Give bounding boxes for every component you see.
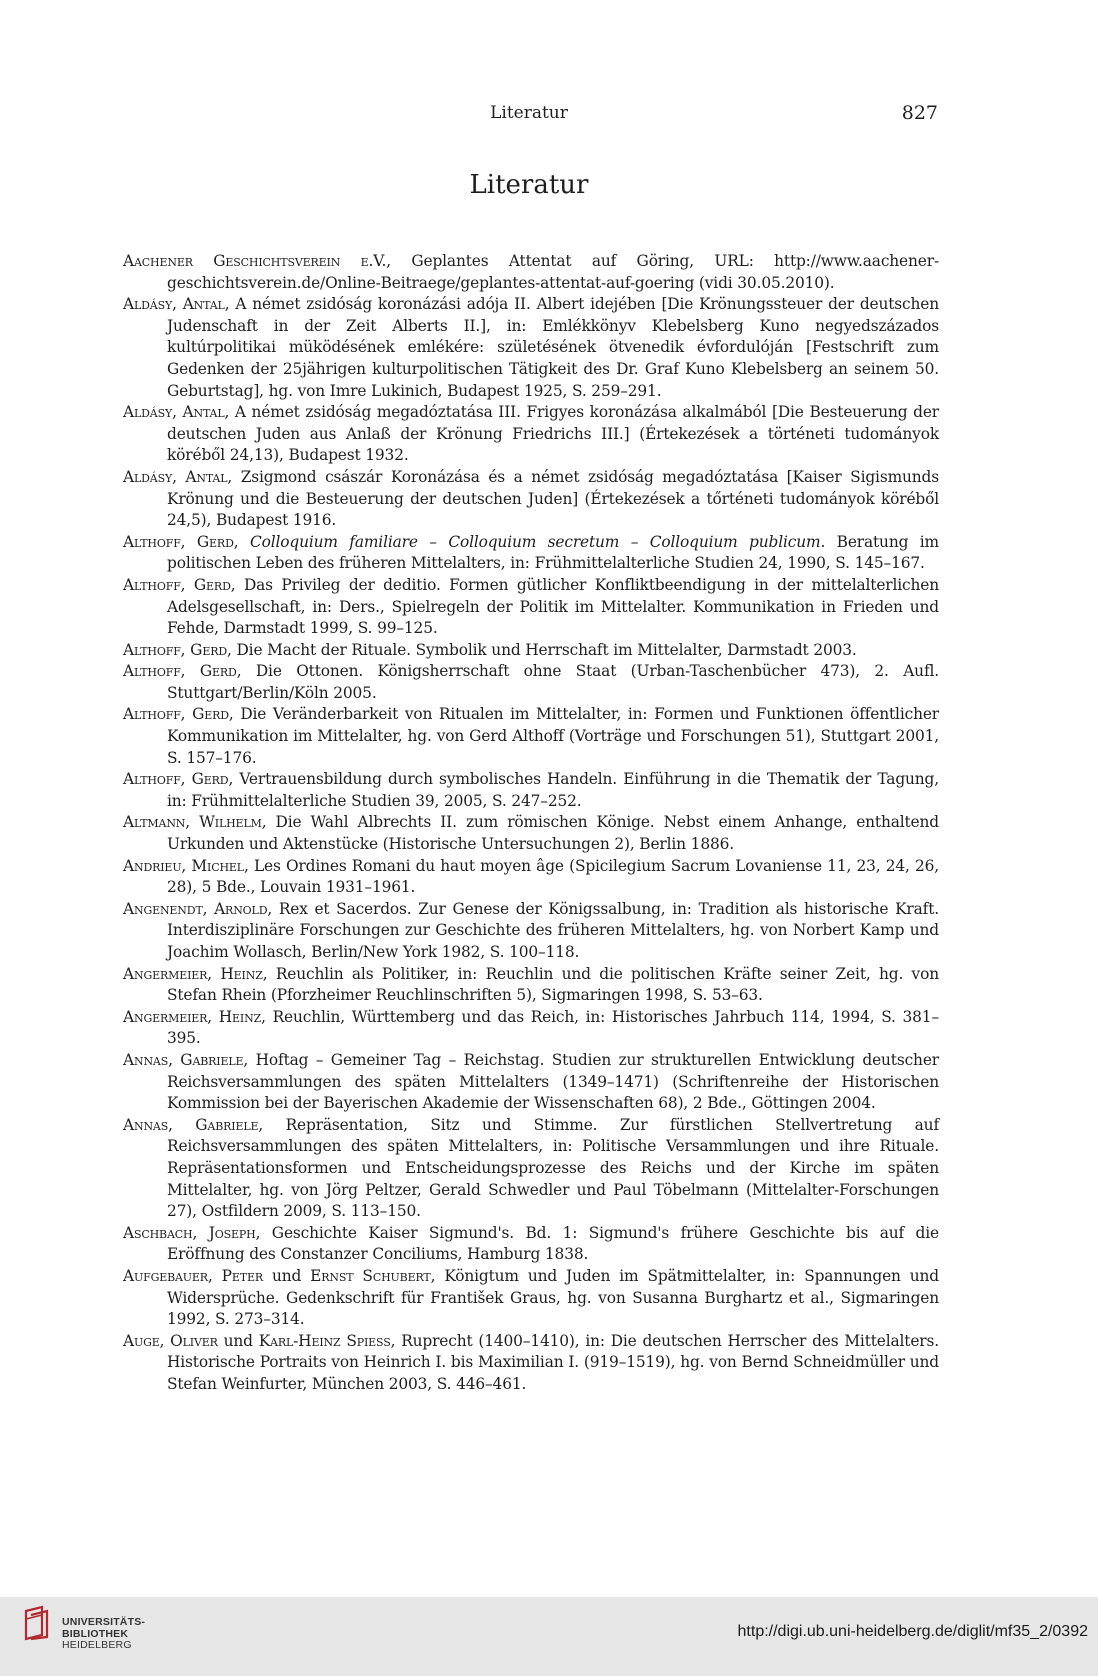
entry-author: Althoff, Gerd xyxy=(123,770,229,789)
running-title: Literatur xyxy=(490,103,568,123)
entry-author: Aldásy, Antal xyxy=(123,295,225,314)
entry-text: , Reuchlin als Politiker, in: Reuchlin und die politischen Kräfte seiner Zeit, hg. von Stefan Rhein (Pforzheimer Reuchlinschriften 5), Sigmaringen 1998, S. 53–63. xyxy=(167,964,939,1005)
entry-text: , Hoftag – Gemeiner Tag – Reichstag. Studien zur strukturellen Entwicklung deutscher Reichsversammlungen des späten Mittelalters (1349–1471) (Schriftenreihe der Historischen Kommission bei der Bayerischen Akademie der Wissenschaften 68), 2 Bde., Göttingen 2004. xyxy=(167,1050,939,1113)
entry-text: , Les Ordines Romani du haut moyen âge (Spicilegium Sacrum Lovaniense 11, 23, 24, 26, 28), 5 Bde., Louvain 1931–1961. xyxy=(167,856,939,897)
entry-author: Aldásy, Antal xyxy=(123,467,228,486)
entry-text: , Reuchlin, Württemberg und das Reich, in: Historisches Jahrbuch 114, 1994, S. 381–395. xyxy=(167,1007,939,1048)
entry-text: , Die Ottonen. Königsherrschaft ohne Staat (Urban-Taschenbücher 473), 2. Aufl. Stuttgart/Berlin/Köln 2005. xyxy=(167,662,939,702)
entry-text: , Die Veränderbarkeit von Ritualen im Mittelalter, in: Formen und Funktionen öffentlicher Kommunikation im Mittelalter, hg. von Gerd Althoff (Vorträge und Forschungen 51), Stuttgart 2001, S. 157–176. xyxy=(167,705,940,767)
bibliography-entry xyxy=(123,1050,939,1115)
entry-text: , Vertrauensbildung durch symbolisches Handeln. Einführung in die Thematik der Tagung, in: Frühmittelalterliche Studien 39, 2005, S. 247–252. xyxy=(167,770,940,810)
entry-text: , A német zsidóság koronázási adója II. Albert idejében [Die Krönungssteuer der deutschen Judenschaft in der Zeit Alberts II.], in: Emlékkönyv Klebelsberg Kuno negyedszázados kultúrpolitikai müködésének emlékére: születésének ötvenedik évfordulóján [Festschrift zum Gedenken der 25jährigen kulturpolitischen Tätigkeit des Dr. Graf Kuno Klebelsberg an seinem 50. Geburtstag], hg. von Imre Lukinich, Budapest 1925, S. 259–291. xyxy=(167,295,940,400)
bibliography-entry xyxy=(123,812,939,855)
bibliography-entry xyxy=(123,1331,939,1396)
bibliography-entry xyxy=(123,856,939,899)
entry-text-before: , xyxy=(233,532,250,551)
entry-author: Althoff, Gerd xyxy=(123,532,234,551)
entry-author: Andrieu, Michel xyxy=(123,856,244,875)
entry-conjunction: und xyxy=(262,1266,311,1285)
bibliography-entry xyxy=(123,1266,939,1331)
entry-text: , Repräsentation, Sitz und Stimme. Zur fürstlichen Stellvertretung auf Reichsversammlungen des späten Mittelalters, in: Politische Versammlungen und ihre Rituale. Repräsentationsformen und Entscheidungsprozesse des Reichs und der Kirche im späten Mittelalter, hg. von Jörg Peltzer, Gerald Schwedler und Paul Töbelmann (Mittelalter-Forschungen 27), Ostfildern 2009, S. 113–150. xyxy=(167,1115,939,1221)
bibliography-entry xyxy=(123,661,939,704)
source-url-link[interactable]: http://digi.ub.uni-heidelberg.de/diglit/mf35_2/0392 xyxy=(737,1623,1088,1640)
entry-author: Angenendt, Arnold xyxy=(123,899,268,918)
bibliography-entry xyxy=(123,251,939,294)
bibliography-entry xyxy=(123,964,939,1007)
bibliography-entry xyxy=(123,640,939,662)
entry-author: Annas, Gabriele xyxy=(123,1050,244,1069)
entry-text: , Geplantes Attentat auf Göring, URL: http://www.aachener-geschichtsverein.de/Online-Beitraege/geplantes-attentat-auf-goering (vidi 30.05.2010). xyxy=(167,252,939,292)
entry-author: Altmann, Wilhelm xyxy=(123,813,262,832)
footer-bar xyxy=(0,1597,1098,1676)
entry-author: Althoff, Gerd xyxy=(123,575,231,594)
bibliography-entry xyxy=(123,294,939,402)
entry-author: Aachener Geschichtsverein e.V. xyxy=(123,252,387,270)
bibliography-entry xyxy=(123,575,939,640)
library-logo-icon xyxy=(22,1605,52,1641)
entry-italic-title: Colloquium familiare – Colloquium secretum – Colloquium publicum xyxy=(249,532,821,551)
entry-text: . Beratung im politischen Leben des früheren Mittelalters, in: Frühmittelalterliche Studien 24, 1990, S. 145–167. xyxy=(167,532,939,573)
entry-author: Auge, Oliver xyxy=(123,1331,218,1350)
page-title: Literatur xyxy=(469,170,589,200)
bibliography-entry xyxy=(123,532,939,575)
library-name-line: HEIDELBERG xyxy=(62,1639,132,1651)
entry-author: Angermeier, Heinz xyxy=(123,1007,262,1026)
entry-author: Annas, Gabriele xyxy=(123,1115,259,1134)
bibliography-entry xyxy=(123,1223,939,1266)
entry-author: Aufgebauer, Peter xyxy=(123,1266,263,1285)
entry-text: , A német zsidóság megadóztatása III. Frigyes koronázása alkalmából [Die Besteuerung der deutschen Juden aus Anlaß der Krönung Friedrichs III.] (Értekezések a történeti tudományok köréből 24,13), Budapest 1932. xyxy=(167,403,940,465)
bibliography-list xyxy=(123,251,939,1395)
entry-author: Althoff, Gerd xyxy=(123,662,237,681)
running-head xyxy=(0,101,1098,131)
entry-text: , Die Macht der Rituale. Symbolik und Herrschaft im Mittelalter, Darmstadt 2003. xyxy=(227,640,857,659)
entry-text: , Ruprecht (1400–1410), in: Die deutschen Herrscher des Mittelalters. Historische Portraits von Heinrich I. bis Maximilian I. (919–1519), hg. von Bernd Schneidmüller und Stefan Weinfurter, München 2003, S. 446–461. xyxy=(167,1331,939,1393)
entry-text: , Geschichte Kaiser Sigmund's. Bd. 1: Sigmund's frühere Geschichte bis auf die Eröffnung des Constanzer Conciliums, Hamburg 1838. xyxy=(167,1223,939,1264)
bibliography-entry xyxy=(123,769,939,812)
library-name xyxy=(62,1617,145,1652)
entry-author: Althoff, Gerd xyxy=(123,640,227,659)
entry-text: , Rex et Sacerdos. Zur Genese der Königssalbung, in: Tradition als historische Kraft. Interdisziplinäre Forschungen zur Geschichte des früheren Mittelalters, hg. von Norbert Kamp und Joachim Wollasch, Berlin/New York 1982, S. 100–118. xyxy=(167,899,939,961)
page-number: 827 xyxy=(901,102,938,124)
library-name-line: BIBLIOTHEK xyxy=(62,1627,129,1640)
bibliography-entry xyxy=(123,467,939,532)
entry-author: Aschbach, Joseph xyxy=(123,1223,256,1242)
bibliography-entry xyxy=(123,402,939,467)
bibliography-entry xyxy=(123,1115,939,1223)
bibliography-entry xyxy=(123,704,939,769)
entry-text: , Zsigmond császár Koronázása és a német zsidóság megadóztatása [Kaiser Sigismunds Krönung und die Besteuerung der deutschen Juden] (Értekezések a tőrténeti tudományok köréből 24,5), Budapest 1916. xyxy=(167,467,939,530)
bibliography-entry xyxy=(123,899,939,964)
entry-text: , Königtum und Juden im Spätmittelalter, in: Spannungen und Widersprüche. Gedenkschrift für František Graus, hg. von Susanna Burghartz et al., Sigmaringen 1992, S. 273–314. xyxy=(167,1266,940,1329)
entry-text: , Das Privileg der deditio. Formen gütlicher Konfliktbeendigung in der mittelalterlichen Adelsgesellschaft, in: Ders., Spielregeln der Politik im Mittelalter. Kommunikation in Frieden und Fehde, Darmstadt 1999, S. 99–125. xyxy=(167,575,939,638)
entry-text: , Die Wahl Albrechts II. zum römischen Könige. Nebst einem Anhange, enthaltend Urkunden und Aktenstücke (Historische Untersuchungen 2), Berlin 1886. xyxy=(167,813,939,854)
library-name-line: UNIVERSITÄTS- xyxy=(62,1616,146,1628)
entry-coauthor: Ernst Schubert xyxy=(310,1266,431,1285)
entry-author: Aldásy, Antal xyxy=(123,403,225,422)
entry-coauthor: Karl-Heinz Spiess xyxy=(258,1331,391,1350)
entry-conjunction: und xyxy=(217,1331,259,1350)
entry-author: Althoff, Gerd xyxy=(123,705,229,724)
entry-author: Angermeier, Heinz xyxy=(123,964,263,983)
bibliography-entry xyxy=(123,1007,939,1050)
